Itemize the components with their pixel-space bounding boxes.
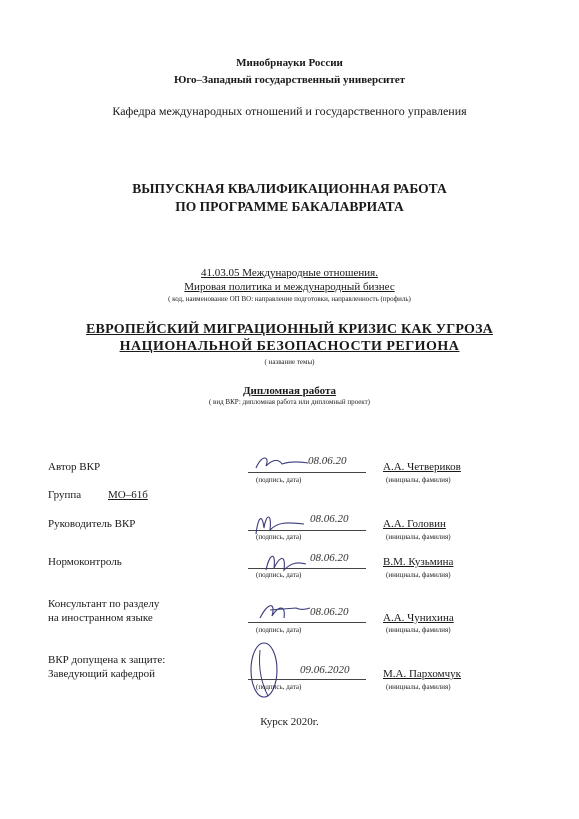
author-date: 08.06.20 <box>308 455 347 467</box>
admission-name-caption: (инициалы, фамилия) <box>386 683 451 691</box>
consultant-role-line2: на иностранном языке <box>48 612 153 624</box>
group-value: МО–61б <box>108 489 148 501</box>
consultant-date: 08.06.20 <box>310 606 349 618</box>
work-type-title-line1: ВЫПУСКНАЯ КВАЛИФИКАЦИОННАЯ РАБОТА <box>132 181 447 196</box>
normcontrol-name-caption: (инициалы, фамилия) <box>386 571 451 579</box>
supervisor-name-caption: (инициалы, фамилия) <box>386 533 451 541</box>
admission-role-line1: ВКР допущена к защите: <box>48 654 166 666</box>
work-type-title-line2: ПО ПРОГРАММЕ БАКАЛАВРИАТА <box>175 199 404 214</box>
consultant-role-line1: Консультант по разделу <box>48 598 160 610</box>
university-name: Юго–Западный государственный университет <box>173 74 406 86</box>
group-label: Группа <box>48 489 82 501</box>
admission-role-line2: Заведующий кафедрой <box>48 668 155 680</box>
department-name: Кафедра международных отношений и государственного управления <box>112 104 467 118</box>
vkr-kind: Дипломная работа <box>242 385 337 397</box>
admission-signature <box>244 640 284 700</box>
author-name: А.А. Четвериков <box>383 461 461 473</box>
consultant-name: А.А. Чунихина <box>383 612 454 624</box>
program-caption: ( код, наименование ОП ВО: направление подготовки, направленность (профиль) <box>168 295 411 303</box>
vkr-kind-caption: ( вид ВКР: дипломная работа или дипломный проект) <box>208 398 371 406</box>
supervisor-name: А.А. Головин <box>383 518 446 530</box>
program-code: 41.03.05 Международные отношения. <box>201 267 378 279</box>
topic-caption: ( название темы) <box>264 358 315 366</box>
author-role: Автор ВКР <box>48 461 101 473</box>
author-signature-caption: (подпись, дата) <box>256 476 302 484</box>
normcontrol-name: В.М. Кузьмина <box>383 556 454 568</box>
consultant-name-caption: (инициалы, фамилия) <box>386 626 451 634</box>
admission-name: М.А. Пархомчук <box>383 668 462 680</box>
consultant-signature-caption: (подпись, дата) <box>256 626 302 634</box>
supervisor-role: Руководитель ВКР <box>48 518 136 530</box>
author-signature <box>252 452 312 474</box>
program-profile: Мировая политика и международный бизнес <box>184 281 395 293</box>
city-year: Курск 2020г. <box>260 716 319 728</box>
supervisor-date: 08.06.20 <box>310 513 349 525</box>
ministry-name: Минобрнауки России <box>236 57 343 69</box>
normcontrol-signature-caption: (подпись, дата) <box>256 571 302 579</box>
admission-date: 09.06.2020 <box>300 664 350 676</box>
topic-line2: НАЦИОНАЛЬНОЙ БЕЗОПАСНОСТИ РЕГИОНА <box>119 339 460 354</box>
admission-signature-caption: (подпись, дата) <box>256 683 302 691</box>
topic-line1: ЕВРОПЕЙСКИЙ МИГРАЦИОННЫЙ КРИЗИС КАК УГРОЗА <box>86 322 493 337</box>
normcontrol-role: Нормоконтроль <box>48 556 122 568</box>
supervisor-signature-caption: (подпись, дата) <box>256 533 302 541</box>
author-name-caption: (инициалы, фамилия) <box>386 476 451 484</box>
normcontrol-date: 08.06.20 <box>310 552 349 564</box>
consultant-signature <box>256 598 312 624</box>
